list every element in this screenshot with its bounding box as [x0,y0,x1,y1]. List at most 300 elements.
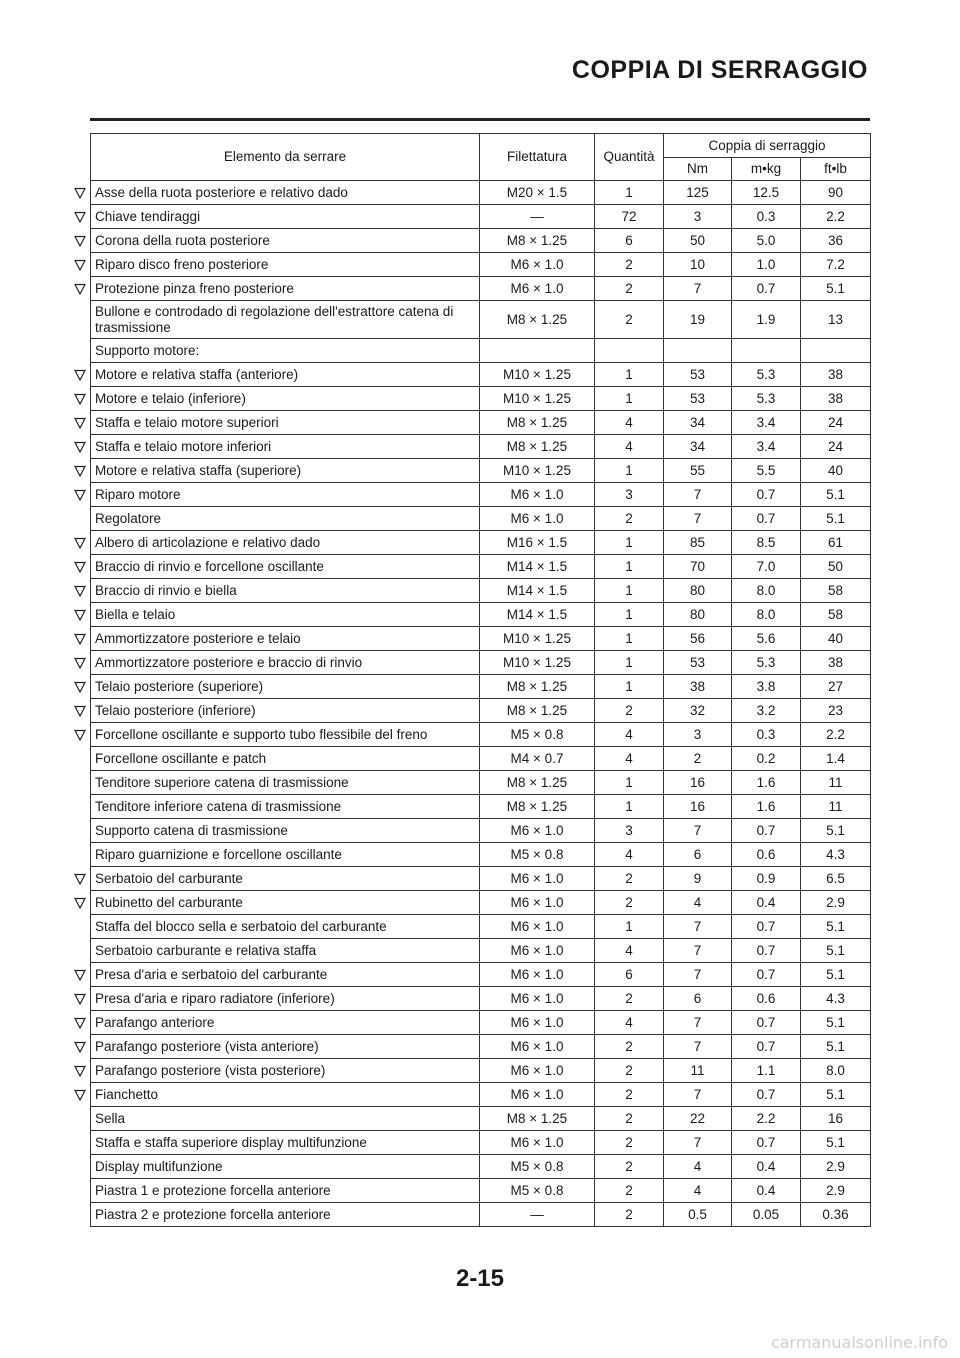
cell-text: 8.0 [826,1062,845,1078]
cell-text: 1 [625,462,633,478]
cell-text: M16 × 1.5 [506,534,568,550]
cell-text: 3.4 [756,414,776,430]
cell-qty [595,1155,664,1179]
cell-nm [664,435,732,459]
cell-text: Staffa e staffa superiore display multifunzione [95,1134,367,1150]
cell-text: 0.7 [756,918,776,934]
cell-mkg [732,603,801,627]
cell-text: Braccio di rinvio e biella [95,582,237,598]
cell-name [91,939,480,963]
table-row [91,1011,871,1035]
cell-ftlb [801,987,871,1011]
cell-qty [595,1131,664,1155]
cell-mkg [732,723,801,747]
cell-thread [480,1059,595,1083]
cell-qty [595,675,664,699]
table-row [91,627,871,651]
cell-mkg [732,1107,801,1131]
cell-qty [595,795,664,819]
cell-text: Fianchetto [95,1086,159,1102]
table-row [91,915,871,939]
cell-text: 6 [625,232,633,248]
cell-text: 3.2 [756,702,776,718]
cell-mkg [732,987,801,1011]
hollow-triangle-down-icon [74,537,86,549]
cell-qty [595,699,664,723]
cell-ftlb [801,1203,871,1227]
cell-thread [480,229,595,253]
table-row [91,277,871,301]
cell-mkg [732,435,801,459]
cell-text: 7 [693,1038,702,1054]
cell-mkg [732,1035,801,1059]
cell-qty [595,1059,664,1083]
cell-nm [664,301,732,339]
cell-text: 24 [828,438,844,454]
cell-thread [480,411,595,435]
cell-name [91,253,480,277]
hollow-triangle-down-icon [74,465,86,477]
cell-name [91,603,480,627]
cell-text: Ammortizzatore posteriore e braccio di rinvio [95,654,363,670]
cell-text: 50 [828,558,844,574]
cell-text: M6 × 1.0 [510,1038,564,1054]
cell-text: 5.1 [826,966,845,982]
cell-qty [595,1203,664,1227]
cell-ftlb [801,339,871,363]
cell-text: 1 [625,630,633,646]
cell-ftlb [801,1179,871,1203]
cell-mkg [732,531,801,555]
cell-text: M20 × 1.5 [506,184,568,200]
table-row [91,1155,871,1179]
cell-mkg [732,301,801,339]
hollow-triangle-down-icon [74,873,86,885]
cell-ftlb [801,747,871,771]
cell-mkg [732,843,801,867]
hollow-triangle-down-icon [74,633,86,645]
cell-text: M6 × 1.0 [510,870,564,886]
hollow-triangle-down-icon [74,609,86,621]
cell-text: Serbatoio carburante e relativa staffa [95,942,317,958]
cell-text: 0.7 [756,1014,776,1030]
cell-text: 0.9 [756,870,776,886]
cell-text: Regolatore [95,510,162,526]
cell-nm [664,1107,732,1131]
cell-text: 4 [625,438,633,454]
cell-thread [480,963,595,987]
cell-qty [595,363,664,387]
table-row [91,301,871,339]
cell-text: 4.3 [826,990,845,1006]
cell-text: 6.5 [826,870,845,886]
cell-mkg [732,459,801,483]
hollow-triangle-down-icon [74,283,86,295]
cell-name [91,867,480,891]
cell-mkg [732,795,801,819]
cell-thread [480,205,595,229]
cell-qty [595,411,664,435]
cell-nm [664,603,732,627]
cell-nm [664,843,732,867]
cell-ftlb [801,651,871,675]
cell-qty [595,1179,664,1203]
cell-text: 5.1 [826,918,845,934]
cell-thread [480,891,595,915]
table-row [91,1107,871,1131]
cell-mkg [732,1059,801,1083]
cell-nm [664,651,732,675]
table-row [91,651,871,675]
cell-qty [595,459,664,483]
cell-text: 0.7 [756,1086,776,1102]
cell-nm [664,1059,732,1083]
cell-nm [664,1011,732,1035]
cell-text: Telaio posteriore (superiore) [95,678,264,694]
cell-qty [595,891,664,915]
cell-text: 7 [693,1134,702,1150]
cell-nm [664,1131,732,1155]
cell-text: M8 × 1.25 [506,798,568,814]
cell-text: 90 [828,184,844,200]
cell-nm [664,507,732,531]
cell-text: 13 [828,311,844,327]
cell-qty [595,843,664,867]
cell-text: M8 × 1.25 [506,774,568,790]
cell-thread [480,1035,595,1059]
cell-text: M8 × 1.25 [506,1110,568,1126]
cell-ftlb [801,1035,871,1059]
cell-text: M14 × 1.5 [506,582,568,598]
cell-name [91,819,480,843]
cell-name [91,747,480,771]
cell-qty [595,229,664,253]
cell-text: Riparo guarnizione e forcellone oscillante [95,846,342,862]
table-row [91,531,871,555]
cell-name [91,531,480,555]
cell-qty [595,771,664,795]
cell-thread [480,1155,595,1179]
cell-ftlb [801,867,871,891]
cell-thread [480,555,595,579]
table-row [91,747,871,771]
cell-thread [480,387,595,411]
cell-thread [480,1203,595,1227]
cell-text: 53 [689,390,706,406]
cell-nm [664,555,732,579]
cell-ftlb [801,675,871,699]
cell-text: 7.0 [756,558,776,574]
cell-nm [664,795,732,819]
cell-text: 1.1 [756,1062,776,1078]
cell-nm [664,1155,732,1179]
torque-table [90,133,871,1227]
cell-mkg [732,867,801,891]
table-row [91,507,871,531]
cell-thread [480,771,595,795]
cell-text: 70 [689,558,706,574]
cell-text: 7 [693,966,702,982]
cell-nm [664,229,732,253]
cell-thread [480,915,595,939]
table-row [91,675,871,699]
table-row [91,819,871,843]
header-thread: Filettatura [480,134,595,181]
cell-name [91,795,480,819]
cell-nm [664,867,732,891]
header-ftlb: ft•lb [801,158,871,181]
cell-text: 1.4 [826,750,845,766]
cell-text: Braccio di rinvio e forcellone oscillante [95,558,324,574]
hollow-triangle-down-icon [74,187,86,199]
cell-ftlb [801,963,871,987]
cell-ftlb [801,181,871,205]
cell-qty [595,435,664,459]
cell-text: Sella [95,1110,126,1126]
cell-text: 5.1 [826,1038,845,1054]
hollow-triangle-down-icon [74,705,86,717]
table-body [91,181,871,1227]
hollow-triangle-down-icon [74,585,86,597]
cell-text: 1.0 [756,256,776,272]
cell-thread [480,699,595,723]
cell-ftlb [801,1011,871,1035]
hollow-triangle-down-icon [74,681,86,693]
cell-text: 0.5 [688,1206,707,1222]
cell-text: 3.8 [756,678,776,694]
cell-text: Display multifunzione [95,1158,223,1174]
cell-text: 8.0 [756,582,776,598]
hollow-triangle-down-icon [74,441,86,453]
cell-nm [664,1179,732,1203]
cell-text: 0.6 [756,846,776,862]
cell-text: Bullone e controdado di regolazione dell'estrattore catena di trasmissione [95,303,454,335]
hollow-triangle-down-icon [74,897,86,909]
cell-name [91,627,480,651]
cell-text: 2 [625,510,633,526]
cell-name [91,205,480,229]
cell-text: 2.9 [826,1158,845,1174]
hollow-triangle-down-icon [74,369,86,381]
cell-text: 1 [625,534,633,550]
cell-mkg [732,963,801,987]
cell-text: Parafango posteriore (vista anteriore) [95,1038,319,1054]
cell-text: 1 [625,582,633,598]
cell-text: 53 [689,366,706,382]
table-row [91,483,871,507]
cell-text: 38 [689,678,706,694]
cell-nm [664,987,732,1011]
cell-ftlb [801,459,871,483]
cell-text: 1 [625,798,633,814]
hollow-triangle-down-icon [74,1089,86,1101]
cell-text: M6 × 1.0 [510,1134,564,1150]
cell-text: Parafango posteriore (vista posteriore) [95,1062,326,1078]
cell-text: 125 [686,184,709,200]
cell-mkg [732,1083,801,1107]
cell-name [91,1203,480,1227]
cell-name [91,435,480,459]
table-row [91,387,871,411]
cell-qty [595,987,664,1011]
cell-text: 7 [693,1014,702,1030]
cell-name [91,301,480,339]
cell-text: 1 [625,774,633,790]
cell-ftlb [801,205,871,229]
cell-text: 50 [689,232,706,248]
page-number: 2-15 [455,1265,505,1292]
hollow-triangle-down-icon [74,211,86,223]
cell-name [91,699,480,723]
cell-mkg [732,675,801,699]
cell-text: 0.3 [756,726,776,742]
cell-text: Staffa e telaio motore inferiori [95,438,272,454]
cell-text: Forcellone oscillante e patch [95,750,267,766]
cell-mkg [732,1131,801,1155]
cell-thread [480,507,595,531]
cell-text: 0.3 [756,208,776,224]
cell-text: 1 [625,606,633,622]
cell-name [91,339,480,363]
cell-text: Albero di articolazione e relativo dado [95,534,321,550]
cell-nm [664,339,732,363]
cell-text: M10 × 1.25 [503,462,571,478]
cell-thread [480,363,595,387]
hollow-triangle-down-icon [74,393,86,405]
cell-name [91,723,480,747]
cell-text: 85 [689,534,706,550]
cell-name [91,1107,480,1131]
cell-thread [480,301,595,339]
table-row [91,555,871,579]
cell-nm [664,1203,732,1227]
cell-mkg [732,555,801,579]
cell-thread [480,939,595,963]
cell-text: M10 × 1.25 [503,654,571,670]
table-row [91,867,871,891]
hollow-triangle-down-icon [74,417,86,429]
table-row [91,1179,871,1203]
table-row [91,603,871,627]
cell-text: M10 × 1.25 [503,630,571,646]
cell-text: M5 × 0.8 [510,1182,564,1198]
cell-text: 0.4 [756,894,776,910]
cell-text: Corona della ruota posteriore [95,232,270,248]
cell-name [91,1083,480,1107]
table-row [91,771,871,795]
cell-text: 12.5 [752,184,780,200]
cell-text: M6 × 1.0 [510,280,564,296]
cell-text: 4 [693,894,702,910]
cell-name [91,1155,480,1179]
cell-name [91,651,480,675]
table-row [91,1203,871,1227]
cell-mkg [732,651,801,675]
cell-mkg [732,277,801,301]
cell-text: 3 [625,486,633,502]
cell-name [91,277,480,301]
cell-text: — [530,208,544,224]
cell-text: 0.7 [756,486,776,502]
cell-text: 0.7 [756,1038,776,1054]
cell-text: 2.2 [826,726,845,742]
cell-text: Motore e telaio (inferiore) [95,390,246,406]
cell-text: M6 × 1.0 [510,918,564,934]
cell-qty [595,253,664,277]
cell-text: 5.1 [826,510,845,526]
cell-name [91,915,480,939]
cell-text: Forcellone oscillante e supporto tubo flessibile del freno [95,726,428,742]
cell-text: 4.3 [826,846,845,862]
cell-thread [480,675,595,699]
cell-mkg [732,747,801,771]
cell-text: 10 [689,256,706,272]
table-row [91,339,871,363]
cell-text: Presa d'aria e riparo radiatore (inferiore) [95,990,335,1006]
cell-qty [595,579,664,603]
cell-text: Piastra 1 e protezione forcella anteriore [95,1182,331,1198]
cell-mkg [732,1155,801,1179]
cell-qty [595,531,664,555]
cell-text: 72 [621,208,637,224]
cell-nm [664,1035,732,1059]
cell-text: 38 [828,390,844,406]
page-title: COPPIA DI SERRAGGIO [571,56,868,84]
cell-text: Staffa e telaio motore superiori [95,414,279,430]
cell-name [91,411,480,435]
cell-text: M5 × 0.8 [510,846,564,862]
cell-thread [480,1107,595,1131]
cell-ftlb [801,277,871,301]
cell-thread [480,819,595,843]
cell-text: 1 [625,918,633,934]
cell-text: 6 [693,846,702,862]
table-row [91,795,871,819]
cell-text: 2 [625,1206,633,1222]
cell-text: 53 [689,654,706,670]
cell-ftlb [801,229,871,253]
cell-ftlb [801,555,871,579]
cell-text: 0.05 [752,1206,780,1222]
cell-nm [664,675,732,699]
cell-text: Serbatoio del carburante [95,870,243,886]
table-row [91,253,871,277]
cell-text: 9 [693,870,702,886]
cell-text: 40 [828,462,844,478]
cell-qty [595,181,664,205]
cell-name [91,963,480,987]
table-row [91,843,871,867]
cell-nm [664,699,732,723]
cell-text: 6 [625,966,633,982]
cell-text: 4 [625,750,633,766]
cell-name [91,229,480,253]
table-header-row [91,134,871,158]
cell-nm [664,253,732,277]
cell-text: Tenditore inferiore catena di trasmissione [95,798,342,814]
cell-text: 0.2 [756,750,776,766]
cell-text: 55 [689,462,706,478]
hollow-triangle-down-icon [74,561,86,573]
hollow-triangle-down-icon [74,259,86,271]
cell-name [91,387,480,411]
hollow-triangle-down-icon [74,1017,86,1029]
cell-text: 8.0 [756,606,776,622]
cell-mkg [732,229,801,253]
cell-text: Riparo motore [95,486,181,502]
cell-text: 5.1 [826,942,845,958]
cell-thread [480,531,595,555]
